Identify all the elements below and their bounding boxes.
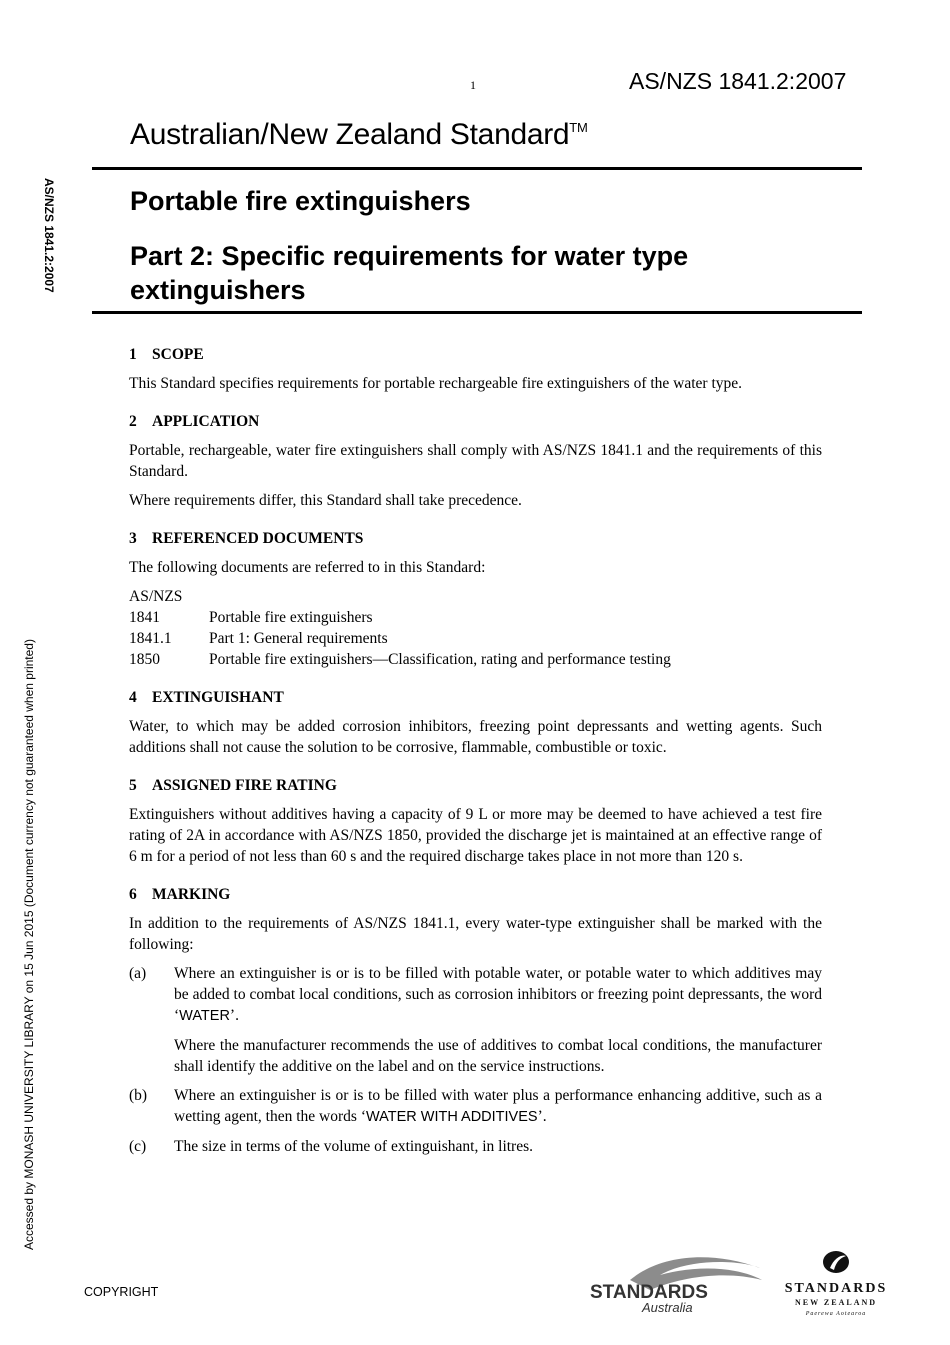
reference-row	[129, 628, 822, 649]
item-a-note: Where the manufacturer recommends the use of additives to combat local conditions, the manufacturer shall identify the additive on the label and on the service instructions.	[174, 1037, 822, 1075]
reference-row	[129, 649, 822, 670]
organisation-heading	[130, 118, 587, 152]
reference-row	[129, 607, 822, 628]
section-application	[129, 411, 822, 511]
section-title: APPLICATION	[152, 413, 260, 430]
section-title: MARKING	[152, 886, 231, 903]
section-extinguishant	[129, 687, 822, 758]
logo-au-sub: Australia	[642, 1300, 693, 1314]
list-text: The size in terms of the volume of extinguishant, in litres.	[174, 1138, 534, 1155]
section-scope	[129, 344, 822, 394]
reference-code: 1841.1	[129, 630, 172, 647]
referenced-intro: The following documents are referred to in this Standard:	[129, 559, 486, 576]
section-number: 3	[129, 530, 137, 547]
item-a-end: ’.	[229, 1007, 239, 1024]
scope-text: This Standard specifies requirements for portable rechargeable fire extinguishers of the water type.	[129, 375, 743, 392]
list-label: (b)	[129, 1087, 148, 1104]
item-b-word: WATER WITH ADDITIVES	[365, 1109, 538, 1125]
section-heading	[129, 884, 822, 905]
list-item	[129, 1085, 822, 1128]
fern-icon	[823, 1251, 849, 1273]
section-number: 1	[129, 346, 137, 363]
logo-nz-main: STANDARDS	[784, 1281, 888, 1296]
section-number: 4	[129, 689, 137, 706]
section-heading	[129, 687, 822, 708]
standards-australia-logo	[590, 1250, 765, 1314]
access-note: Accessed by MONASH UNIVERSITY LIBRARY on 15 Jun 2015 (Document currency not guaranteed when printed)	[22, 639, 36, 1250]
standards-new-zealand-logo	[776, 1248, 896, 1318]
reference-code: 1841	[129, 609, 160, 626]
logo-nz-tag: Paerewa Aotearoa	[805, 1311, 867, 1317]
section-referenced-documents	[129, 528, 822, 670]
section-heading	[129, 344, 822, 365]
logo-nz-sub: NEW ZEALAND	[794, 1298, 878, 1307]
section-title: REFERENCED DOCUMENTS	[152, 530, 364, 547]
logo-au-main: STANDARDS	[590, 1282, 708, 1303]
list-item	[129, 1136, 822, 1157]
section-assigned-fire-rating	[129, 775, 822, 867]
list-label: (c)	[129, 1138, 147, 1155]
reference-title: Portable fire extinguishers	[209, 609, 373, 626]
section-heading	[129, 528, 822, 549]
header-rule-bottom	[92, 311, 862, 314]
item-a-word: WATER	[179, 1008, 230, 1024]
copyright-label: COPYRIGHT	[84, 1285, 159, 1299]
section-number: 6	[129, 886, 137, 903]
section-number: 5	[129, 777, 137, 794]
item-b-text: Where an extinguisher is or is to be filled with water plus a performance enhancing additive, such as a wetting agent, then the words ‘	[174, 1087, 822, 1125]
marking-intro: In addition to the requirements of AS/NZS 1841.1, every water-type extinguisher shall be marked with the following:	[129, 915, 822, 953]
trademark-mark: TM	[569, 120, 588, 135]
reference-code: 1850	[129, 651, 160, 668]
application-text-2: Where requirements differ, this Standard shall take precedence.	[129, 492, 522, 509]
item-b-end: ’.	[537, 1108, 547, 1125]
reference-title: Part 1: General requirements	[209, 630, 388, 647]
reference-title: Portable fire extinguishers—Classification, rating and performance testing	[209, 651, 671, 668]
side-standard-code: AS/NZS 1841.2:2007	[42, 178, 56, 293]
section-title: EXTINGUISHANT	[152, 689, 284, 706]
document-subtitle: Part 2: Specific requirements for water type extinguishers	[130, 241, 689, 305]
section-number: 2	[129, 413, 137, 430]
list-item	[129, 963, 822, 1027]
document-body	[129, 344, 822, 1174]
list-text	[174, 1085, 822, 1128]
section-heading	[129, 775, 822, 796]
standard-code: AS/NZS 1841.2:2007	[629, 68, 847, 94]
list-label: (a)	[129, 965, 147, 982]
extinguishant-text: Water, to which may be added corrosion inhibitors, freezing point depressants and wetting agents. Such additions shall not cause the solution to be corrosive, flammable, combustible or toxic.	[129, 718, 822, 756]
reference-group: AS/NZS	[129, 588, 183, 605]
section-title: ASSIGNED FIRE RATING	[152, 777, 337, 794]
section-heading	[129, 411, 822, 432]
section-marking	[129, 884, 822, 1157]
item-a-text: Where an extinguisher is or is to be filled with potable water, or potable water to which additives may be added to combat local conditions, such as corrosion inhibitors or freezing point depressants, the word ‘	[174, 965, 822, 1024]
document-title: Portable fire extinguishers	[130, 186, 471, 216]
section-title: SCOPE	[152, 346, 204, 363]
list-text	[174, 963, 822, 1027]
application-text-1: Portable, rechargeable, water fire extinguishers shall comply with AS/NZS 1841.1 and the requirements of this Standard.	[129, 442, 822, 480]
rating-text: Extinguishers without additives having a capacity of 9 L or more may be deemed to have achieved a test fire rating of 2A in accordance with AS/NZS 1850, provided the discharge jet is maintained at an effective range of 6 m for a period of not less than 60 s and the required discharge takes place in not more than 120 s.	[129, 806, 822, 865]
organisation-name: Australian/New Zealand Standard	[130, 118, 570, 151]
page-number: 1	[470, 78, 476, 92]
header-rule-top	[92, 167, 862, 170]
